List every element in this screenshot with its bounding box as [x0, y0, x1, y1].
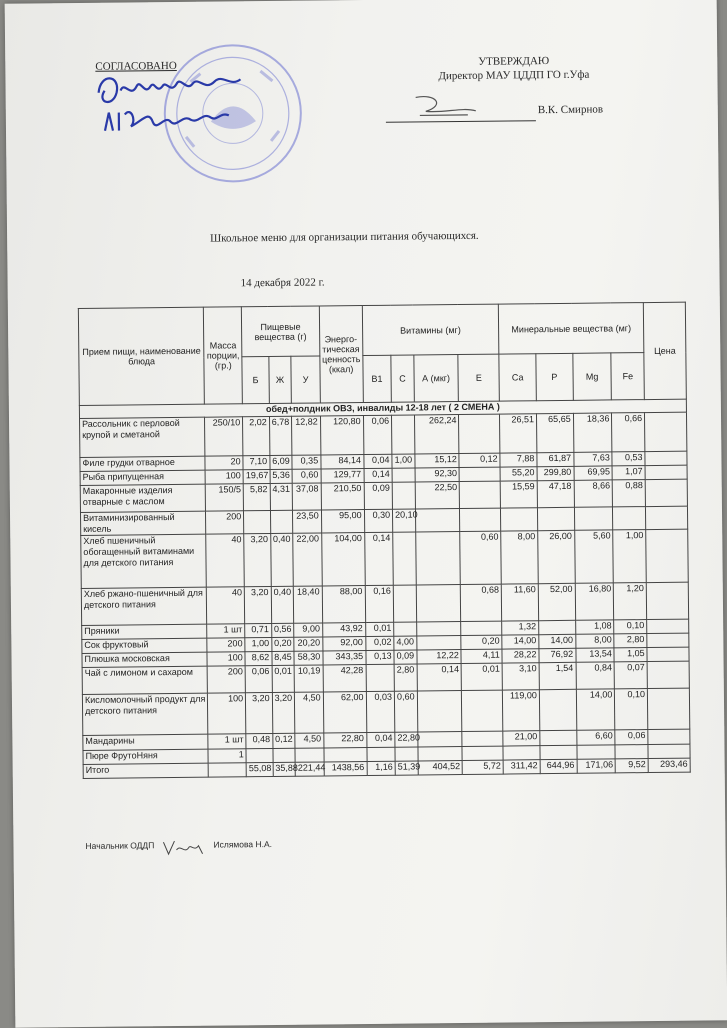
- value-cell: [459, 414, 500, 453]
- value-cell: 0,35: [292, 455, 321, 469]
- value-cell: [460, 481, 501, 508]
- value-cell: 52,00: [538, 583, 575, 620]
- value-cell: [615, 745, 648, 759]
- value-cell: 0,13: [365, 650, 394, 664]
- value-cell: [645, 465, 687, 479]
- value-cell: 0,56: [271, 623, 294, 637]
- value-cell: 76,92: [539, 648, 576, 662]
- value-cell: 14,00: [539, 634, 576, 648]
- table-row: [82, 688, 689, 735]
- value-cell: 2,80: [614, 634, 647, 648]
- total-value-cell: 1438,56: [324, 762, 367, 776]
- value-cell: 0,04: [363, 454, 392, 468]
- value-cell: 15,12: [414, 454, 459, 468]
- value-cell: 100: [206, 470, 244, 484]
- value-cell: 3,20: [246, 692, 273, 733]
- value-cell: 16,80: [575, 583, 614, 620]
- col-meal-header: Прием пищи, наименование блюда: [78, 307, 204, 405]
- value-cell: 14,00: [502, 635, 539, 649]
- value-cell: [613, 507, 646, 530]
- dish-name-cell: Хлеб ржано-пшеничный для детского питания: [81, 587, 207, 625]
- total-value-cell: 5,72: [463, 760, 504, 774]
- value-cell: 0,84: [576, 662, 615, 689]
- value-cell: 2,02: [243, 417, 270, 456]
- col-vitamins-header: Витамины (мг): [362, 304, 499, 355]
- value-cell: [646, 529, 688, 582]
- value-cell: 7,63: [574, 452, 613, 466]
- value-cell: 21,00: [503, 731, 540, 746]
- value-cell: [647, 647, 689, 661]
- value-cell: [417, 732, 462, 747]
- header-row-top: [78, 302, 685, 358]
- value-cell: [393, 585, 416, 622]
- head-signature-icon: [160, 838, 205, 858]
- col-price-header: Цена: [643, 302, 686, 399]
- value-cell: [501, 508, 538, 531]
- value-cell: 0,14: [364, 532, 393, 585]
- value-cell: 28,22: [502, 649, 539, 663]
- total-value-cell: 51,39: [395, 761, 418, 775]
- value-cell: 0,16: [365, 585, 394, 622]
- value-cell: 0,06: [615, 730, 648, 745]
- col-nutrients-header: Пищевые вещества (г): [242, 306, 320, 357]
- value-cell: 20,20: [294, 637, 323, 651]
- value-cell: [539, 620, 576, 634]
- value-cell: 18,36: [573, 413, 612, 452]
- value-cell: 43,92: [322, 623, 365, 637]
- value-cell: 4,50: [295, 692, 324, 733]
- value-cell: 0,53: [612, 452, 645, 466]
- value-cell: [646, 582, 688, 619]
- value-cell: [577, 745, 616, 759]
- value-cell: 0,06: [363, 415, 392, 454]
- value-cell: 1,00: [392, 454, 415, 468]
- value-cell: [461, 621, 502, 635]
- value-cell: 200: [207, 638, 245, 652]
- document-title: Школьное меню для организации питания обучающихся.: [210, 229, 479, 245]
- value-cell: 11,60: [501, 584, 538, 621]
- value-cell: 1,08: [575, 620, 614, 634]
- value-cell: 0,12: [273, 733, 296, 748]
- value-cell: 62,00: [323, 692, 366, 733]
- col-energy-header: Энерго-тическая ценность (ккал): [319, 306, 363, 403]
- value-cell: 0,01: [461, 663, 502, 690]
- value-cell: 20: [205, 456, 243, 470]
- value-cell: 119,00: [503, 690, 540, 731]
- value-cell: [417, 747, 462, 761]
- value-cell: 61,87: [537, 452, 574, 466]
- col-zh-header: Ж: [269, 356, 292, 403]
- value-cell: [415, 532, 460, 585]
- total-value-cell: 404,52: [418, 761, 463, 775]
- value-cell: [392, 468, 415, 482]
- total-value-cell: 293,46: [648, 758, 690, 772]
- dish-name-cell: Плюшка московская: [82, 652, 208, 667]
- value-cell: 8,00: [575, 634, 614, 648]
- value-cell: 1,54: [539, 662, 576, 689]
- footer-name: Ислямова Н.А.: [213, 839, 273, 850]
- value-cell: 22,50: [415, 482, 460, 509]
- total-value-cell: 311,42: [503, 760, 540, 774]
- value-cell: 0,03: [366, 691, 395, 732]
- value-cell: [539, 689, 576, 730]
- col-ca-header: Са: [499, 354, 536, 401]
- total-value-cell: [209, 763, 247, 777]
- value-cell: 0,40: [271, 586, 294, 623]
- value-cell: [324, 748, 367, 762]
- value-cell: 3,20: [244, 534, 271, 587]
- value-cell: 8,66: [574, 480, 613, 507]
- value-cell: [540, 745, 577, 759]
- value-cell: [416, 636, 461, 650]
- value-cell: [540, 730, 577, 745]
- value-cell: 0,48: [246, 733, 273, 748]
- value-cell: 0,01: [365, 622, 394, 636]
- document-sheet: [5, 0, 727, 1028]
- value-cell: 1 шт: [208, 734, 246, 749]
- value-cell: 200: [208, 666, 246, 693]
- document-date: 14 декабря 2022 г.: [240, 276, 325, 290]
- value-cell: 0,68: [461, 584, 502, 621]
- value-cell: 0,60: [460, 531, 501, 584]
- value-cell: 8,00: [501, 531, 538, 584]
- value-cell: 0,01: [272, 665, 295, 692]
- total-label: Итого: [83, 763, 209, 778]
- dish-name-cell: Кисломолочный продукт для детского питания: [82, 693, 208, 735]
- total-value-cell: 35,88: [273, 762, 296, 776]
- value-cell: 23,50: [293, 510, 322, 533]
- value-cell: [393, 532, 416, 585]
- value-cell: 3,20: [272, 692, 295, 733]
- value-cell: [392, 482, 415, 509]
- value-cell: 6,60: [576, 730, 615, 745]
- value-cell: 0,20: [272, 637, 295, 651]
- col-b1-header: В1: [362, 355, 391, 402]
- value-cell: 0,10: [614, 620, 647, 634]
- dish-name-cell: Сок фруктовый: [82, 638, 208, 653]
- value-cell: 40: [207, 587, 245, 624]
- value-cell: 0,06: [245, 665, 272, 692]
- value-cell: [647, 619, 689, 633]
- footer-position: Начальник ОДДП: [85, 840, 155, 851]
- value-cell: [647, 661, 689, 688]
- value-cell: 15,59: [500, 481, 537, 508]
- value-cell: 100: [207, 652, 245, 666]
- value-cell: 88,00: [322, 586, 365, 623]
- value-cell: 0,60: [394, 691, 417, 732]
- value-cell: 0,60: [292, 469, 321, 483]
- value-cell: 84,14: [321, 455, 364, 469]
- col-mass-header: Масса порции, (гр.): [204, 307, 243, 404]
- value-cell: 299,80: [537, 466, 574, 480]
- dish-name-cell: Рыба припущенная: [80, 470, 206, 485]
- value-cell: 58,30: [294, 651, 323, 665]
- value-cell: 22,80: [395, 732, 418, 747]
- value-cell: [417, 691, 462, 732]
- col-u-header: У: [291, 356, 320, 403]
- dish-name-cell: Витаминизированный кисель: [80, 511, 206, 535]
- total-value-cell: 9,52: [615, 759, 648, 773]
- value-cell: [648, 729, 690, 744]
- value-cell: 100: [208, 693, 246, 734]
- value-cell: 7,10: [243, 456, 270, 470]
- value-cell: [462, 731, 503, 746]
- value-cell: 0,07: [614, 662, 647, 689]
- value-cell: 20,10: [393, 509, 416, 532]
- dish-name-cell: Хлеб пшеничный обогащенный витаминами для детского питания: [81, 534, 207, 588]
- dish-name-cell: Филе грудки отварное: [80, 456, 206, 471]
- table-row: [80, 412, 687, 457]
- value-cell: [503, 746, 540, 760]
- value-cell: [648, 744, 690, 758]
- value-cell: 55,20: [500, 467, 537, 481]
- value-cell: 1: [208, 749, 246, 763]
- dish-name-cell: Пряники: [82, 624, 208, 639]
- value-cell: 14,00: [576, 689, 615, 730]
- value-cell: [395, 747, 418, 761]
- col-a-header: А (мкг): [413, 355, 458, 402]
- value-cell: 65,65: [536, 413, 573, 452]
- col-e-header: Е: [458, 354, 499, 401]
- value-cell: [462, 690, 503, 731]
- value-cell: 12,82: [292, 416, 321, 455]
- value-cell: [416, 585, 461, 622]
- value-cell: [647, 633, 689, 647]
- value-cell: 0,10: [615, 689, 648, 730]
- dish-name-cell: Рассольник с перловой крупой и сметаной: [80, 417, 206, 457]
- col-p-header: Р: [536, 353, 573, 400]
- value-cell: [647, 688, 689, 729]
- value-cell: [270, 510, 293, 533]
- col-c-header: С: [391, 355, 414, 402]
- dish-name-cell: Пюре ФрутоНяня: [83, 749, 209, 764]
- value-cell: [246, 748, 273, 762]
- total-value-cell: 221,44: [295, 762, 324, 776]
- value-cell: 0,40: [270, 533, 293, 586]
- value-cell: 69,95: [574, 466, 613, 480]
- value-cell: 4,11: [461, 649, 502, 663]
- value-cell: 0,02: [365, 636, 394, 650]
- col-mg-header: Mg: [572, 353, 611, 400]
- value-cell: 210,50: [321, 483, 364, 510]
- value-cell: 9,00: [294, 623, 323, 637]
- value-cell: 26,51: [500, 414, 537, 453]
- value-cell: 4,31: [270, 483, 293, 510]
- value-cell: [295, 748, 324, 762]
- value-cell: [244, 511, 271, 534]
- col-minerals-header: Минеральные вещества (мг): [499, 303, 644, 355]
- value-cell: 262,24: [414, 415, 459, 454]
- value-cell: 129,77: [321, 469, 364, 483]
- value-cell: 0,09: [394, 650, 417, 664]
- value-cell: 6,09: [270, 455, 293, 469]
- value-cell: 200: [206, 511, 244, 534]
- value-cell: 5,82: [243, 484, 270, 511]
- value-cell: [394, 622, 417, 636]
- value-cell: 40: [206, 534, 244, 587]
- value-cell: 47,18: [537, 480, 574, 507]
- menu-table: [78, 302, 691, 779]
- value-cell: [645, 451, 687, 465]
- value-cell: 22,80: [324, 733, 367, 748]
- value-cell: 1,00: [613, 530, 646, 583]
- value-cell: 42,28: [323, 665, 366, 692]
- value-cell: 2,80: [394, 664, 417, 691]
- value-cell: 10,19: [294, 665, 323, 692]
- value-cell: 1,32: [502, 621, 539, 635]
- value-cell: [415, 509, 460, 532]
- value-cell: 1,00: [245, 637, 272, 651]
- value-cell: [574, 507, 613, 530]
- value-cell: 3,20: [244, 586, 271, 623]
- table-row: [81, 582, 688, 625]
- value-cell: 343,35: [323, 651, 366, 665]
- value-cell: 92,00: [323, 637, 366, 651]
- value-cell: 104,00: [321, 533, 364, 586]
- approve-name: В.К. Смирнов: [537, 103, 604, 117]
- value-cell: [460, 508, 501, 531]
- value-cell: [537, 507, 574, 530]
- value-cell: 95,00: [321, 510, 364, 533]
- value-cell: 0,71: [245, 623, 272, 637]
- value-cell: 3,10: [502, 663, 539, 690]
- total-value-cell: 1,16: [367, 761, 396, 775]
- value-cell: 0,14: [417, 664, 462, 691]
- total-value-cell: 171,06: [577, 759, 616, 773]
- value-cell: 6,78: [269, 416, 292, 455]
- value-cell: 1,07: [612, 466, 645, 480]
- col-b-header: Б: [242, 357, 269, 404]
- value-cell: 1,05: [614, 648, 647, 662]
- value-cell: 7,88: [500, 453, 537, 467]
- value-cell: 0,14: [364, 468, 393, 482]
- value-cell: [416, 622, 461, 636]
- value-cell: [645, 479, 687, 506]
- value-cell: 13,54: [576, 648, 615, 662]
- value-cell: 5,36: [270, 469, 293, 483]
- total-value-cell: 644,96: [540, 759, 577, 773]
- value-cell: [462, 746, 503, 760]
- value-cell: 4,50: [295, 733, 324, 748]
- approve-title: УТВЕРЖДАЮ: [478, 55, 550, 68]
- value-cell: [645, 412, 687, 451]
- value-cell: 1 шт: [207, 624, 245, 638]
- value-cell: 12,22: [416, 650, 461, 664]
- value-cell: [367, 747, 396, 761]
- value-cell: 92,30: [415, 468, 460, 482]
- dish-name-cell: Мандарины: [83, 734, 209, 750]
- dish-name-cell: Макаронные изделия отварные с маслом: [80, 484, 206, 512]
- value-cell: [392, 415, 415, 454]
- value-cell: 250/10: [205, 417, 243, 456]
- approved-label: СОГЛАСОВАНО: [95, 59, 177, 73]
- handwritten-signature-icon: [90, 61, 291, 143]
- dish-name-cell: Чай с лимоном и сахаром: [82, 666, 208, 694]
- col-fe-header: Fe: [611, 353, 644, 400]
- signature-line: [386, 120, 536, 123]
- section-title: обед+полдник ОВЗ, инвалиды 12-18 лет ( 2 СМЕНА ): [79, 399, 686, 418]
- approve-position: Директор МАУ ЦДДП ГО г.Уфа: [438, 68, 590, 83]
- value-cell: 26,00: [538, 530, 575, 583]
- value-cell: 22,00: [293, 533, 322, 586]
- value-cell: 5,60: [574, 530, 613, 583]
- value-cell: [273, 748, 296, 762]
- value-cell: 150/5: [206, 484, 244, 511]
- value-cell: 0,20: [461, 635, 502, 649]
- value-cell: 18,40: [293, 586, 322, 623]
- value-cell: 0,30: [364, 509, 393, 532]
- value-cell: 0,66: [612, 413, 645, 452]
- value-cell: 0,12: [459, 453, 500, 467]
- value-cell: 8,45: [272, 651, 295, 665]
- table-row: [81, 529, 689, 588]
- director-signature-icon: [406, 91, 486, 122]
- value-cell: 1,20: [614, 583, 647, 620]
- value-cell: 120,80: [320, 416, 363, 455]
- value-cell: 19,67: [243, 470, 270, 484]
- value-cell: [366, 664, 395, 691]
- value-cell: 8,62: [245, 651, 272, 665]
- value-cell: 0,88: [613, 480, 646, 507]
- value-cell: 37,08: [292, 483, 321, 510]
- value-cell: [646, 506, 688, 529]
- value-cell: 4,00: [394, 636, 417, 650]
- value-cell: [459, 467, 500, 481]
- value-cell: 0,09: [364, 482, 393, 509]
- value-cell: 0,04: [366, 732, 395, 747]
- total-value-cell: 55,08: [246, 762, 273, 776]
